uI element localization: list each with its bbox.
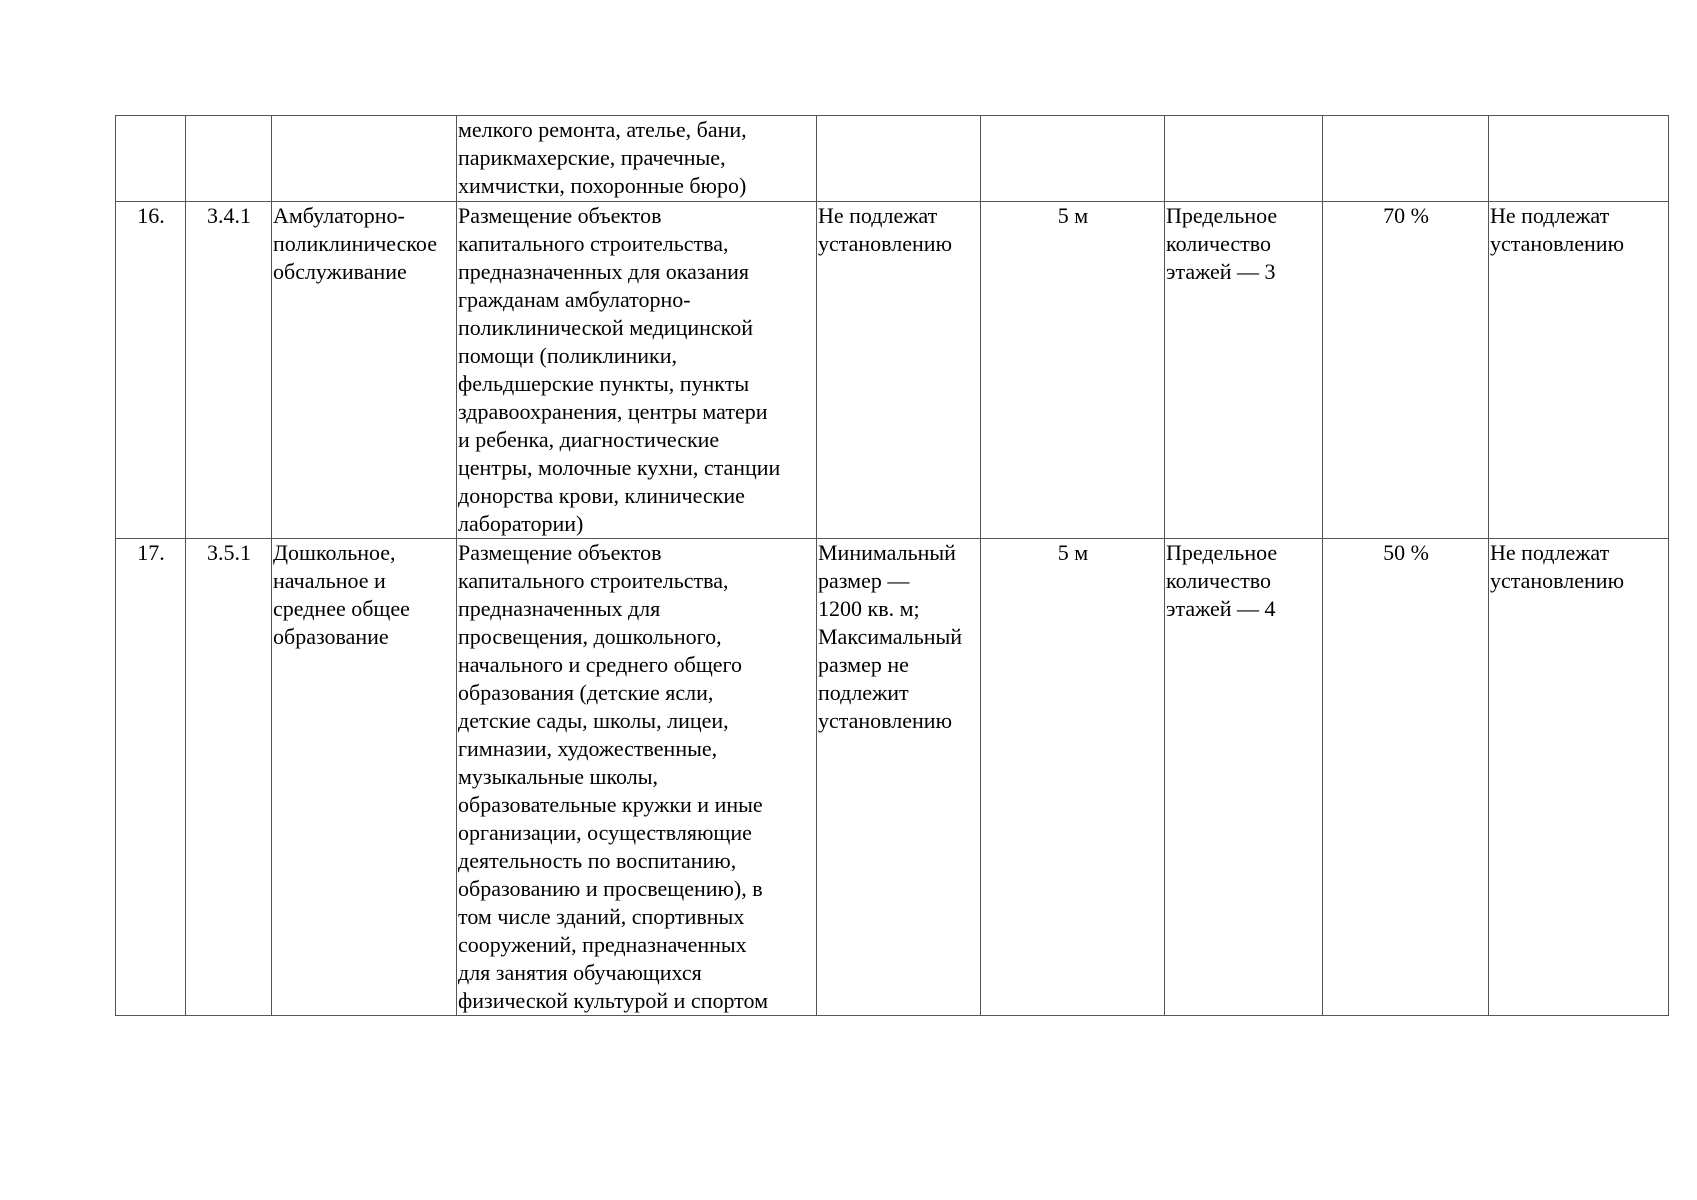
description-cell (457, 116, 817, 202)
setback-cell (981, 116, 1165, 202)
coverage-text: 50 % (1383, 540, 1429, 565)
setback-cell (981, 202, 1165, 539)
use-name-cell (272, 116, 457, 202)
plot-size-cell (817, 539, 981, 1016)
table-row-continued (116, 116, 1669, 202)
plot-size-text: Не подлежат установлению (818, 203, 953, 256)
coverage-cell (1323, 539, 1489, 1016)
setback-cell (981, 539, 1165, 1016)
plot-size-cell (817, 202, 981, 539)
floors-cell (1165, 116, 1323, 202)
use-name-cell (272, 202, 457, 539)
row-number: 17. (137, 540, 165, 565)
floors-text: Предельное количество этажей — 3 (1166, 203, 1278, 284)
other-params-cell (1489, 116, 1669, 202)
use-code: 3.4.1 (207, 203, 251, 228)
plot-size-cell (817, 116, 981, 202)
floors-text: Предельное количество этажей — 4 (1166, 540, 1278, 621)
floors-cell (1165, 202, 1323, 539)
table-row-16 (116, 202, 1669, 539)
description-cell (457, 202, 817, 539)
floors-cell (1165, 539, 1323, 1016)
other-params-text: Не подлежат установлению (1490, 203, 1625, 256)
use-name: Амбулаторно- поликлиническое обслуживание (273, 203, 437, 284)
description-text: Размещение объектов капитального строительства, предназначенных для оказания гражданам амбулаторно- поликлинической медицинской помощи (поликлиники, фельдшерские пункты, пункты здравоохранения, центры матери и ребенка, диагностические центры, молочные кухни, станции донорства крови, клинические лаборатории) (458, 203, 781, 536)
row-number-cell (116, 116, 186, 202)
table-row-17 (116, 539, 1669, 1016)
row-number-cell (116, 202, 186, 539)
coverage-cell (1323, 116, 1489, 202)
other-params-cell (1489, 202, 1669, 539)
description-cell (457, 539, 817, 1016)
row-number: 16. (137, 203, 165, 228)
plot-size-text: Минимальный размер — 1200 кв. м; Максимальный размер не подлежит установлению (818, 540, 963, 733)
coverage-cell (1323, 202, 1489, 539)
use-name: Дошкольное, начальное и среднее общее образование (273, 540, 410, 649)
zoning-regulations-table (115, 115, 1669, 1016)
other-params-text: Не подлежат установлению (1490, 540, 1625, 593)
use-code: 3.5.1 (207, 540, 251, 565)
row-number-cell (116, 539, 186, 1016)
code-cell (186, 116, 272, 202)
description-text: Размещение объектов капитального строительства, предназначенных для просвещения, дошкольного, начального и среднего общего образования (детские ясли, детские сады, школы, лицеи, гимназии, художественные, музыкальные школы, образовательные кружки и иные организации, осуществляющие деятельность по воспитанию, образованию и просвещению), в том числе зданий, спортивных сооружений, предназначенных для занятия обучающихся физической культурой и спортом (458, 540, 769, 1013)
setback-text: 5 м (1057, 540, 1089, 565)
code-cell (186, 539, 272, 1016)
setback-text: 5 м (1057, 203, 1089, 228)
use-name-cell (272, 539, 457, 1016)
other-params-cell (1489, 539, 1669, 1016)
code-cell (186, 202, 272, 539)
coverage-text: 70 % (1383, 203, 1429, 228)
description-text: мелкого ремонта, ателье, бани, парикмахерские, прачечные, химчистки, похоронные бюро) (458, 117, 747, 198)
